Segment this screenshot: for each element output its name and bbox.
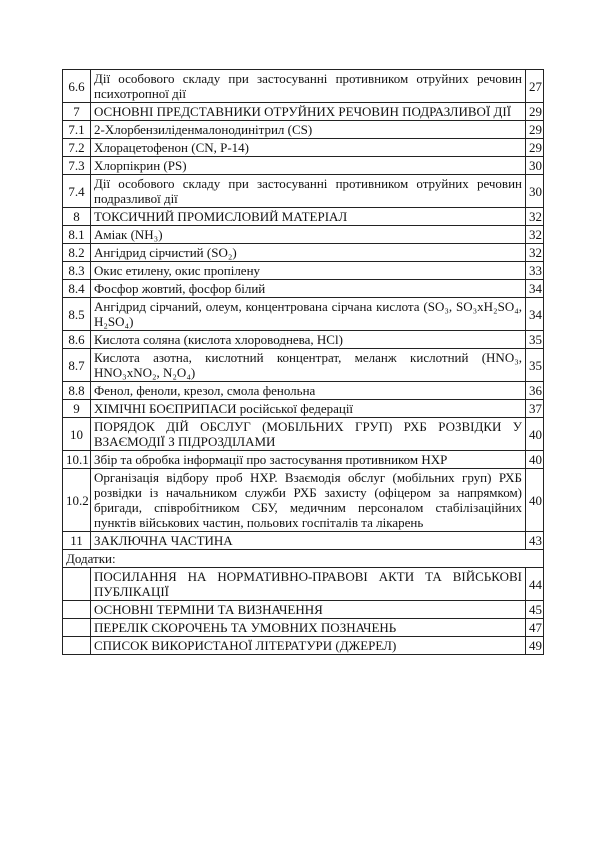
section-title: Аміак (NH₃) bbox=[91, 226, 526, 244]
appendix-row bbox=[63, 601, 544, 619]
toc-row bbox=[63, 226, 544, 244]
toc-row bbox=[63, 451, 544, 469]
toc-row bbox=[63, 103, 544, 121]
section-number: 8.2 bbox=[63, 244, 91, 262]
section-number: 8.6 bbox=[63, 331, 91, 349]
toc-row bbox=[63, 157, 544, 175]
page-number: 27 bbox=[526, 70, 544, 103]
toc-row bbox=[63, 418, 544, 451]
section-title: Дії особового складу при застосуванні противником отруйних речовин психотропної дії bbox=[91, 70, 526, 103]
empty-number-cell bbox=[63, 568, 91, 601]
section-number: 8.1 bbox=[63, 226, 91, 244]
toc-row bbox=[63, 121, 544, 139]
page-number: 32 bbox=[526, 208, 544, 226]
page-number: 32 bbox=[526, 244, 544, 262]
section-number: 9 bbox=[63, 400, 91, 418]
page-number: 35 bbox=[526, 331, 544, 349]
page-number: 34 bbox=[526, 298, 544, 331]
section-title: Ангідрид сірчистий (SO₂) bbox=[91, 244, 526, 262]
section-number: 11 bbox=[63, 532, 91, 550]
page-number: 37 bbox=[526, 400, 544, 418]
section-title: ПОРЯДОК ДІЙ ОБСЛУГ (МОБІЛЬНИХ ГРУП) РХБ РОЗВІДКИ У ВЗАЄМОДІЇ З ПІДРОЗДІЛАМИ bbox=[91, 418, 526, 451]
page-number: 30 bbox=[526, 175, 544, 208]
section-title: Збір та обробка інформації про застосування противником НХР bbox=[91, 451, 526, 469]
section-number: 7.4 bbox=[63, 175, 91, 208]
page-number: 29 bbox=[526, 139, 544, 157]
section-title: ТОКСИЧНИЙ ПРОМИСЛОВИЙ МАТЕРІАЛ bbox=[91, 208, 526, 226]
page-number: 32 bbox=[526, 226, 544, 244]
section-title: Ангідрид сірчаний, олеум, концентрована сірчана кислота (SO₃, SO₃xH₂SO₄, H₂SO₄) bbox=[91, 298, 526, 331]
toc-row bbox=[63, 400, 544, 418]
page-number: 30 bbox=[526, 157, 544, 175]
section-title: Фенол, феноли, крезол, смола фенольна bbox=[91, 382, 526, 400]
toc-row bbox=[63, 298, 544, 331]
section-number: 8 bbox=[63, 208, 91, 226]
section-title: Окис етилену, окис пропілену bbox=[91, 262, 526, 280]
toc-row bbox=[63, 469, 544, 532]
appendix-row bbox=[63, 568, 544, 601]
section-number: 10.1 bbox=[63, 451, 91, 469]
toc-row bbox=[63, 532, 544, 550]
section-number: 7 bbox=[63, 103, 91, 121]
toc-row bbox=[63, 139, 544, 157]
appendix-row bbox=[63, 619, 544, 637]
appendix-title: ПЕРЕЛІК СКОРОЧЕНЬ ТА УМОВНИХ ПОЗНАЧЕНЬ bbox=[91, 619, 526, 637]
appendix-title: ОСНОВНІ ТЕРМІНИ ТА ВИЗНАЧЕННЯ bbox=[91, 601, 526, 619]
toc-row bbox=[63, 331, 544, 349]
section-number: 8.4 bbox=[63, 280, 91, 298]
page-number: 45 bbox=[526, 601, 544, 619]
page-number: 47 bbox=[526, 619, 544, 637]
page-number: 40 bbox=[526, 469, 544, 532]
appendix-label: Додатки: bbox=[63, 550, 544, 568]
section-number: 8.5 bbox=[63, 298, 91, 331]
section-number: 8.8 bbox=[63, 382, 91, 400]
appendix-title: ПОСИЛАННЯ НА НОРМАТИВНО-ПРАВОВІ АКТИ ТА ВІЙСЬКОВІ ПУБЛІКАЦІЇ bbox=[91, 568, 526, 601]
page-number: 34 bbox=[526, 280, 544, 298]
section-number: 7.1 bbox=[63, 121, 91, 139]
section-title: 2-Хлорбензиліденмалонодинітрил (CS) bbox=[91, 121, 526, 139]
page-number: 36 bbox=[526, 382, 544, 400]
section-number: 10.2 bbox=[63, 469, 91, 532]
section-title: Хлорацетофенон (CN, Р-14) bbox=[91, 139, 526, 157]
toc-row bbox=[63, 175, 544, 208]
toc-row bbox=[63, 280, 544, 298]
page-number: 49 bbox=[526, 637, 544, 655]
section-number: 7.2 bbox=[63, 139, 91, 157]
section-title: Дії особового складу при застосуванні противником отруйних речовин подразливої дії bbox=[91, 175, 526, 208]
section-title: Кислота соляна (кислота хлороводнева, HCl) bbox=[91, 331, 526, 349]
table-of-contents bbox=[62, 69, 544, 655]
toc-row bbox=[63, 262, 544, 280]
section-number: 8.3 bbox=[63, 262, 91, 280]
section-number: 6.6 bbox=[63, 70, 91, 103]
section-title: ЗАКЛЮЧНА ЧАСТИНА bbox=[91, 532, 526, 550]
appendix-heading-row bbox=[63, 550, 544, 568]
section-title: Організація відбору проб НХР. Взаємодія обслуг (мобільних груп) РХБ розвідки із начальником служби РХБ захисту (офіцером за напрямком) бригади, співробітником СБУ, медичним персоналом стабілізаційних пунктів військових частин, польових госпіталів та лікарень bbox=[91, 469, 526, 532]
section-title: Хлорпікрин (PS) bbox=[91, 157, 526, 175]
appendix-title: СПИСОК ВИКОРИСТАНОЇ ЛІТЕРАТУРИ (ДЖЕРЕЛ) bbox=[91, 637, 526, 655]
empty-number-cell bbox=[63, 637, 91, 655]
section-title: Кислота азотна, кислотний концентрат, меланж кислотний (HNO₃, HNO₃xNO₂, N₂O₄) bbox=[91, 349, 526, 382]
page-number: 35 bbox=[526, 349, 544, 382]
page-number: 40 bbox=[526, 451, 544, 469]
toc-row bbox=[63, 382, 544, 400]
page-number: 43 bbox=[526, 532, 544, 550]
section-number: 10 bbox=[63, 418, 91, 451]
page-number: 40 bbox=[526, 418, 544, 451]
page-number: 29 bbox=[526, 103, 544, 121]
page-number: 33 bbox=[526, 262, 544, 280]
section-number: 8.7 bbox=[63, 349, 91, 382]
section-title: Фосфор жовтий, фосфор білий bbox=[91, 280, 526, 298]
section-number: 7.3 bbox=[63, 157, 91, 175]
page-number: 44 bbox=[526, 568, 544, 601]
toc-row bbox=[63, 208, 544, 226]
empty-number-cell bbox=[63, 619, 91, 637]
section-title: ХІМІЧНІ БОЄПРИПАСИ російської федерації bbox=[91, 400, 526, 418]
toc-row bbox=[63, 349, 544, 382]
empty-number-cell bbox=[63, 601, 91, 619]
toc-row bbox=[63, 244, 544, 262]
appendix-row bbox=[63, 637, 544, 655]
toc-row bbox=[63, 70, 544, 103]
section-title: ОСНОВНІ ПРЕДСТАВНИКИ ОТРУЙНИХ РЕЧОВИН ПОДРАЗЛИВОЇ ДІЇ bbox=[91, 103, 526, 121]
page-number: 29 bbox=[526, 121, 544, 139]
